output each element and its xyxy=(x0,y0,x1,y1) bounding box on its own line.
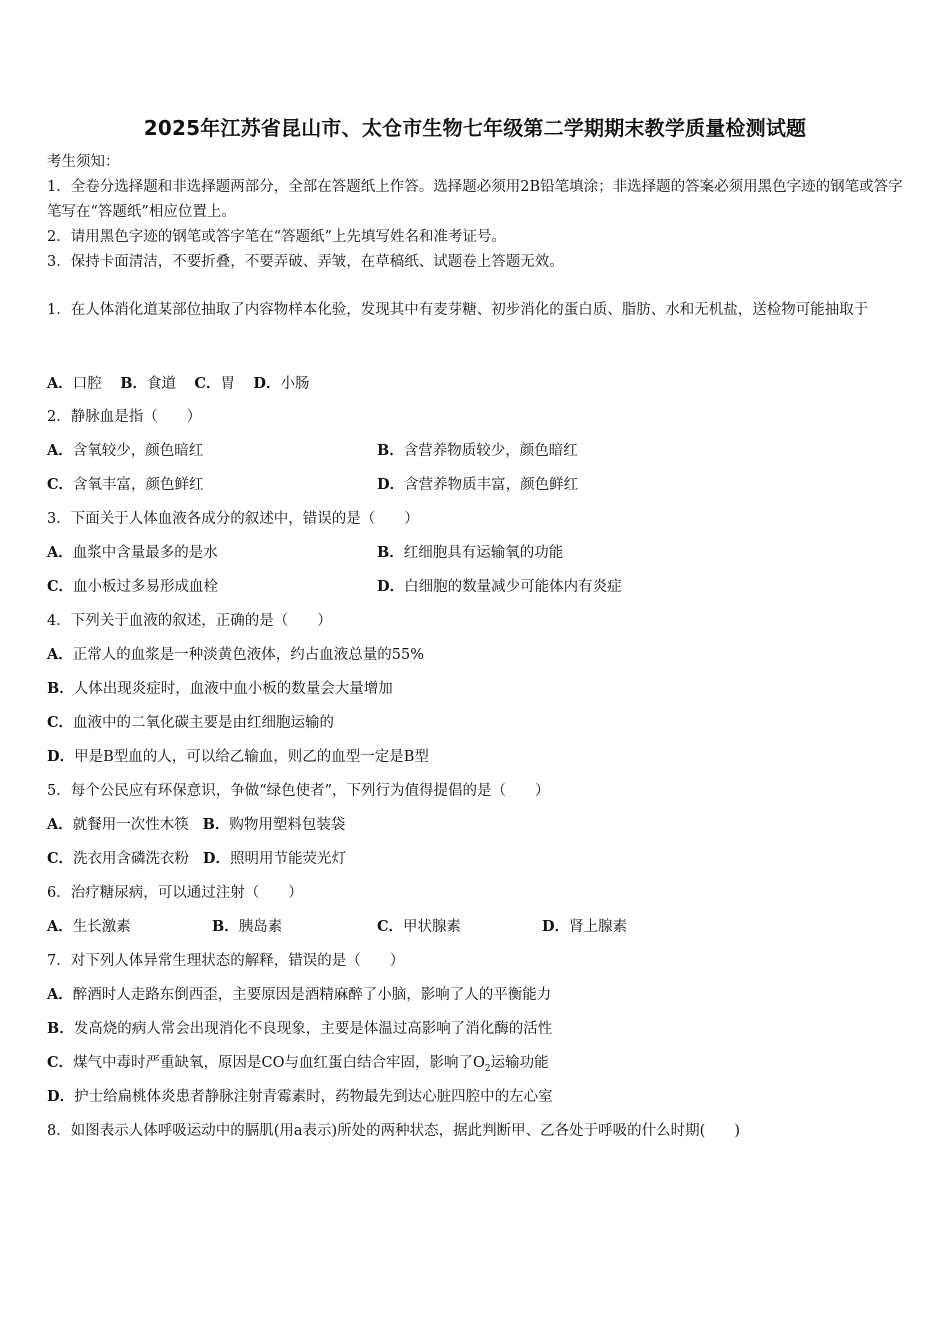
option-d[interactable]: D．肾上腺素 xyxy=(542,918,628,935)
note-item: 2．请用黑色字迹的钢笔或答字笔在“答题纸”上先填写姓名和准考证号。 xyxy=(47,229,507,245)
option-b[interactable]: B．红细胞具有运输氧的功能 xyxy=(377,544,564,561)
note-item: 1．全卷分选择题和非选择题两部分，全部在答题纸上作答。选择题必须用2B铅笔填涂；非选择题的答案必须用黑色字迹的钢笔或答字笔写在“答题纸”相应位置上。 xyxy=(47,179,903,220)
option-d[interactable]: D．甲是B型血的人，可以给乙输血，则乙的血型一定是B型 xyxy=(47,748,429,765)
option-c[interactable]: C．血小板过多易形成血栓 xyxy=(47,578,219,595)
option-c[interactable]: C．煤气中毒时严重缺氧，原因是CO与血红蛋白结合牢固，影响了$O_2$运输功能 xyxy=(47,1054,549,1074)
option-d[interactable]: D．护士给扁桃体炎患者静脉注射青霉素时，药物最先到达心脏四腔中的左心室 xyxy=(47,1088,553,1105)
note-item: 3．保持卡面清洁，不要折叠，不要弄破、弄皱，在草稿纸、试题卷上答题无效。 xyxy=(47,254,564,270)
question-6-options xyxy=(47,915,917,936)
option-b[interactable]: B．发高烧的病人常会出现消化不良现象，主要是体温过高影响了消化酶的活性 xyxy=(47,1020,553,1037)
option-a[interactable]: A．生长激素 xyxy=(47,918,131,935)
question-3-stem: 3．下面关于人体血液各成分的叙述中，错误的是（ ） xyxy=(47,511,419,527)
option-c[interactable]: C．甲状腺素 xyxy=(377,918,462,935)
question-7-stem: 7．对下列人体异常生理状态的解释，错误的是（ ） xyxy=(47,953,405,969)
option-c[interactable]: C．含氧丰富，颜色鲜红 xyxy=(47,476,204,493)
option-a[interactable]: A．含氧较少，颜色暗红 xyxy=(47,442,204,459)
option-a[interactable]: A．正常人的血浆是一种淡黄色液体，约占血液总量的55% xyxy=(47,646,424,663)
option-c[interactable]: C．洗衣用含磷洗衣粉 xyxy=(47,850,190,867)
option-b[interactable]: B．食道 xyxy=(120,375,176,392)
option-a[interactable]: A．血浆中含量最多的是水 xyxy=(47,544,218,561)
question-1-options xyxy=(47,372,917,393)
question-5-options-row-2 xyxy=(47,847,917,868)
question-3-options-row-1 xyxy=(47,541,917,562)
option-b[interactable]: B．人体出现炎症时，血液中血小板的数量会大量增加 xyxy=(47,680,393,697)
option-d[interactable]: D．照明用节能荧光灯 xyxy=(202,850,346,867)
option-a[interactable]: A．就餐用一次性木筷 xyxy=(47,816,189,833)
question-3-options-row-2 xyxy=(47,575,917,596)
option-a[interactable]: A．醉酒时人走路东倒西歪，主要原因是酒精麻醉了小脑，影响了人的平衡能力 xyxy=(47,986,552,1003)
option-d[interactable]: D．小肠 xyxy=(253,375,310,392)
question-2-options-row-1 xyxy=(47,439,917,460)
question-2-stem: 2．静脉血是指（ ） xyxy=(47,409,202,425)
option-d[interactable]: D．白细胞的数量减少可能体内有炎症 xyxy=(377,578,622,595)
question-6-stem: 6．治疗糖尿病，可以通过注射（ ） xyxy=(47,885,303,901)
option-c[interactable]: C．胃 xyxy=(194,375,235,392)
option-c[interactable]: C．血液中的二氧化碳主要是由红细胞运输的 xyxy=(47,714,335,731)
question-8-stem: 8．如图表示人体呼吸运动中的膈肌(用a表示)所处的两种状态，据此判断甲、乙各处于呼吸的什么时期( ) xyxy=(47,1123,740,1139)
question-1-stem: 1．在人体消化道某部位抽取了内容物样本化验，发现其中有麦芽糖、初步消化的蛋白质、脂肪、水和无机盐，送检物可能抽取于 xyxy=(47,302,869,318)
question-4-stem: 4．下列关于血液的叙述，正确的是（ ） xyxy=(47,613,332,629)
question-2-options-row-2 xyxy=(47,473,917,494)
option-b[interactable]: B．含营养物质较少，颜色暗红 xyxy=(377,442,578,459)
option-d[interactable]: D．含营养物质丰富，颜色鲜红 xyxy=(377,476,579,493)
notes-heading: 考生须知： xyxy=(47,154,120,170)
question-5-stem: 5．每个公民应有环保意识，争做“绿色使者”，下列行为值得提倡的是（ ） xyxy=(47,783,550,799)
option-a[interactable]: A．口腔 xyxy=(47,375,102,392)
exam-notes xyxy=(47,150,907,275)
option-b[interactable]: B．胰岛素 xyxy=(212,918,283,935)
option-b[interactable]: B．购物用塑料包装袋 xyxy=(202,816,346,833)
page-title: 2025年江苏省昆山市、太仓市生物七年级第二学期期末教学质量检测试题 xyxy=(143,116,807,140)
question-5-options-row-1 xyxy=(47,813,917,834)
